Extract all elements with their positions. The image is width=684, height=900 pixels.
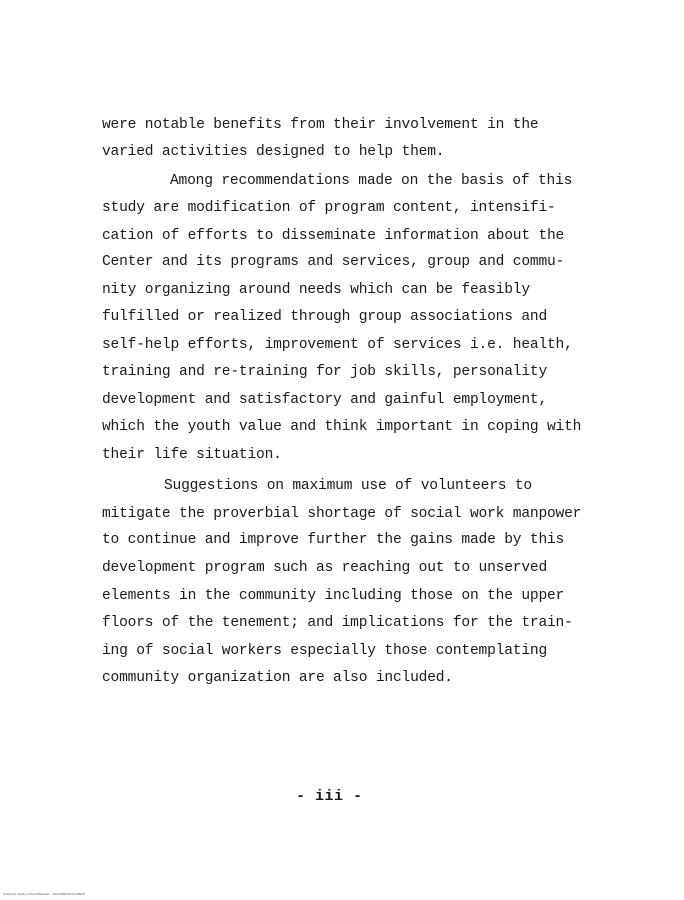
- footer-stamp: University Library of the Philippines · DIGITIZED DOCUMENT: [3, 892, 86, 896]
- text-line: mitigate the proverbial shortage of social work manpower: [102, 506, 582, 522]
- text-line: study are modification of program content, intensifi-: [102, 200, 556, 216]
- text-line: development and satisfactory and gainful employment,: [102, 392, 547, 408]
- text-line: which the youth value and think important in coping with: [102, 419, 582, 435]
- text-line: Suggestions on maximum use of volunteers to: [164, 478, 532, 494]
- text-line: self-help efforts, improvement of services i.e. health,: [102, 337, 573, 353]
- text-line: Among recommendations made on the basis of this: [170, 173, 573, 189]
- text-line: were notable benefits from their involvement in the: [102, 117, 539, 133]
- text-line: their life situation.: [102, 447, 282, 463]
- text-line: ing of social workers especially those contemplating: [102, 643, 547, 659]
- text-line: floors of the tenement; and implications for the train-: [102, 615, 573, 631]
- text-line: training and re-training for job skills, personality: [102, 364, 547, 380]
- text-line: nity organizing around needs which can be feasibly: [102, 282, 530, 298]
- text-line: Center and its programs and services, group and commu-: [102, 254, 565, 270]
- text-line: to continue and improve further the gains made by this: [102, 532, 565, 548]
- text-line: cation of efforts to disseminate information about the: [102, 228, 565, 244]
- text-line: elements in the community including those on the upper: [102, 588, 565, 604]
- page-number: - iii -: [296, 788, 363, 805]
- text-line: varied activities designed to help them.: [102, 144, 445, 160]
- text-line: fulfilled or realized through group associations and: [102, 309, 547, 325]
- text-line: development program such as reaching out to unserved: [102, 560, 547, 576]
- text-line: community organization are also included.: [102, 670, 453, 686]
